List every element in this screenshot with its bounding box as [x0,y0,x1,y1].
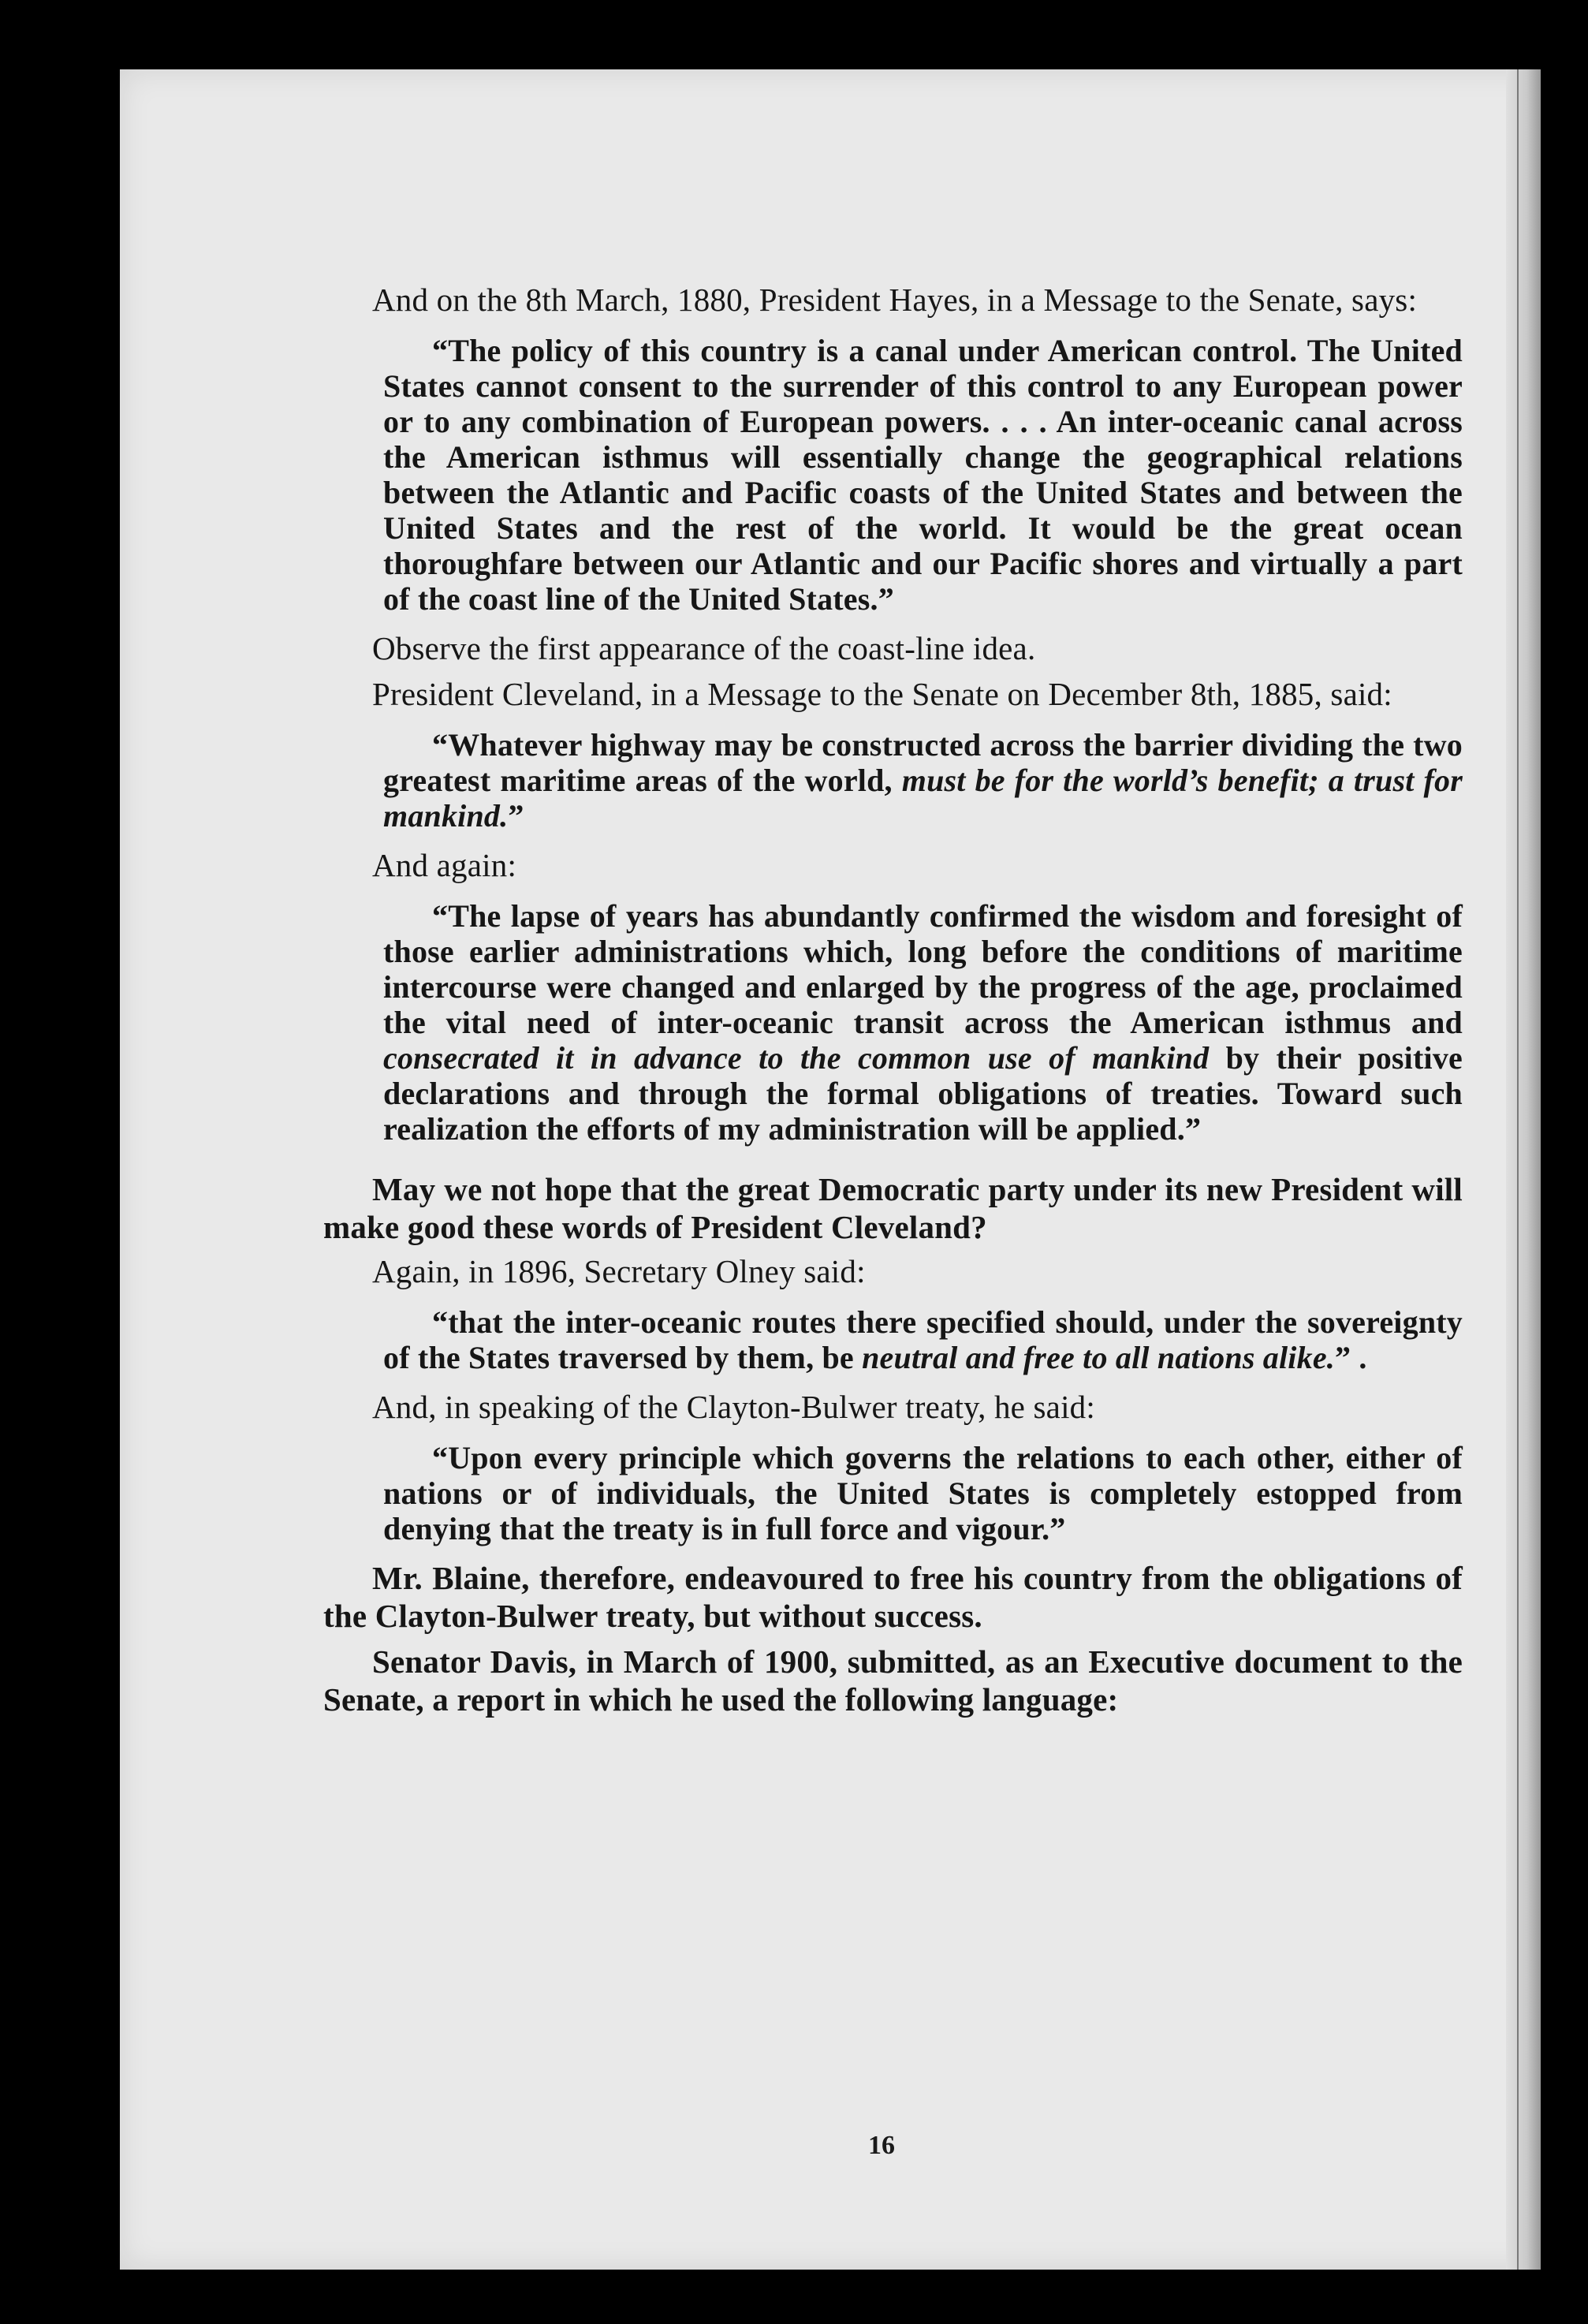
quote-olney-2: “Upon every principle which governs the relations to each other, either of nations or of individuals, the United States is completely estopped from denying that the treaty is in full force and vigour.” [383,1440,1463,1546]
quote-olney-1 [383,1304,1463,1375]
paragraph-and-again: And again: [372,847,517,883]
quote-close: ” [508,798,524,834]
quote-close: ” . [1334,1340,1367,1375]
page-number: 16 [868,2131,895,2160]
paragraph-hayes-intro: And on the 8th March, 1880, President Hayes, in a Message to the Senate, says: [372,282,1418,318]
quote-emphasis: neutral and free to all nations alike. [862,1340,1335,1375]
paragraph-clayton-bulwer-intro: And, in speaking of the Clayton-Bulwer treaty, he said: [372,1389,1095,1425]
quote-hayes: “The policy of this country is a canal under American control. The United States cannot consent to the surrender of this control to any European power or to any combination of European powers. . . . An inter-oceanic canal across the American isthmus will essentially change the geographical relations between the Atlantic and Pacific coasts of the United States and between the United States and the rest of the world. It would be the great ocean thoroughfare between our Atlantic and our Pacific shores and virtually a part of the coast line of the United States.” [383,333,1463,617]
page-edge [1506,69,1541,2270]
quote-emphasis: consecrated it in advance to the common use of mankind [383,1040,1210,1076]
quote-text: “Whatever highway may be constructed across the barrier dividing the two greatest maritime areas of the world, [383,727,1463,798]
paragraph-coast-line: Observe the first appearance of the coast-line idea. [372,630,1036,666]
paragraph-olney-intro: Again, in 1896, Secretary Olney said: [372,1253,866,1289]
quote-text-end: by their positive declarations and through the formal obligations of treaties. Toward such realization the efforts of my administration will be applied.” [383,1040,1463,1147]
quote-emphasis: must be for the world’s benefit; a trust for mankind. [383,763,1463,834]
scanned-page [120,69,1541,2270]
quote-text: “The lapse of years has abundantly confirmed the wisdom and foresight of those earlier administrations which, long before the conditions of maritime intercourse were changed and enlarged by the progress of the age, proclaimed the vital need of inter-oceanic transit across the American isthmus and [383,898,1463,1040]
quote-cleveland-1 [383,727,1463,834]
quote-text: “that the inter-oceanic routes there specified should, under the sovereignty of the States traversed by them, be [383,1304,1463,1375]
paragraph-senator-davis: Senator Davis, in March of 1900, submitted, as an Executive document to the Senate, a report in which he used the following language: [323,1643,1463,1718]
paragraph-cleveland-intro: President Cleveland, in a Message to the Senate on December 8th, 1885, said: [372,676,1392,712]
paragraph-democratic-party: May we not hope that the great Democratic party under its new President will make good these words of President Cleveland? [323,1171,1463,1245]
body-text [323,281,1463,1725]
quote-cleveland-2 [383,898,1463,1147]
paragraph-blaine: Mr. Blaine, therefore, endeavoured to free his country from the obligations of the Clayton-Bulwer treaty, but without success. [323,1560,1463,1634]
